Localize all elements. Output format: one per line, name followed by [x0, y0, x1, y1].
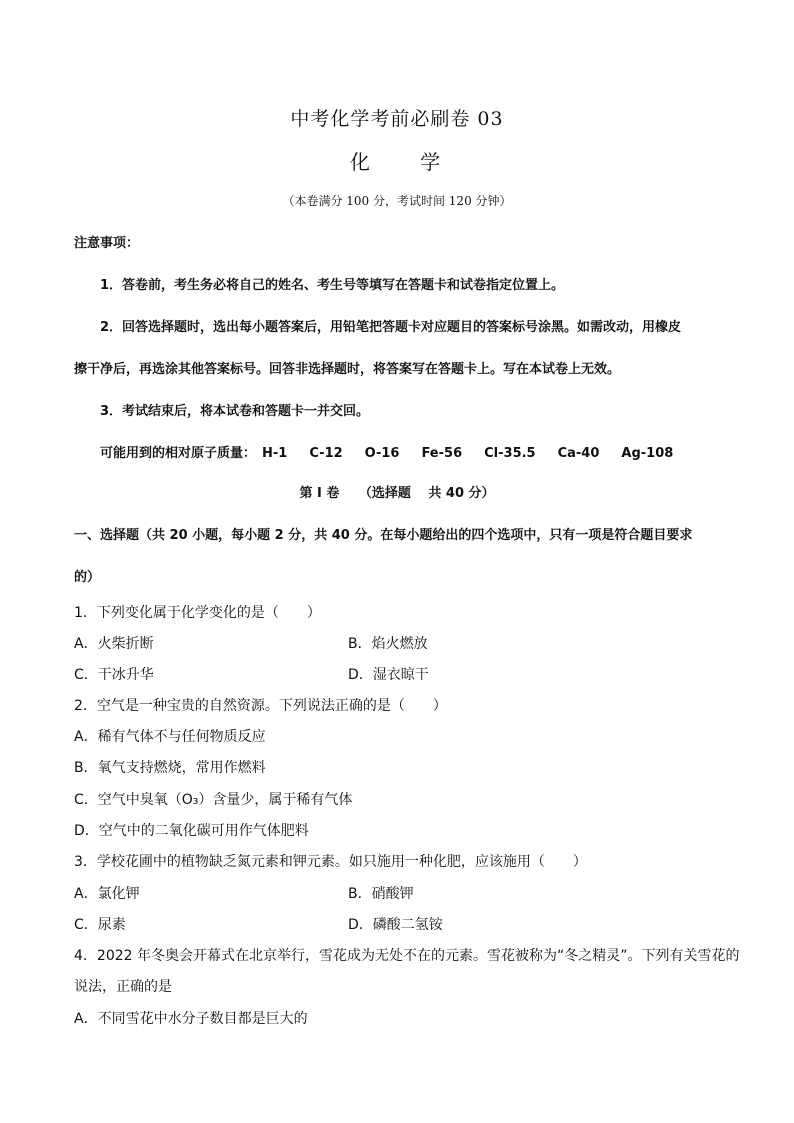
question-3-option-d: D．磷酸二氢铵 [348, 917, 443, 933]
note-item-2: 2．回答选择题时，选出每小题答案后，用铅笔把答题卡对应题目的答案标号涂黑。如需改动，用橡皮 [100, 320, 682, 335]
atomic-mass-h: H-1 [262, 446, 288, 461]
question-4-stem-cont: 说法，正确的是 [74, 979, 172, 995]
note-item-1: 1．答卷前，考生务必将自己的姓名、考生号等填写在答题卡和试卷指定位置上。 [100, 278, 565, 293]
question-3-option-c: C．尿素 [74, 917, 126, 933]
question-4-option-a: A．不同雪花中水分子数目都是巨大的 [74, 1011, 308, 1027]
question-3-option-a: A．氯化钾 [74, 886, 140, 902]
question-2-option-d: D．空气中的二氧化碳可用作气体肥料 [74, 823, 309, 839]
atomic-mass-cl: Cl-35.5 [484, 446, 536, 461]
exam-title: 中考化学考前必刷卷 03 [290, 108, 504, 130]
question-2-stem: 2．空气是一种宝贵的自然资源。下列说法正确的是（ ） [74, 698, 447, 714]
question-3-option-b: B．硝酸钾 [348, 886, 414, 902]
subject-title: 化 学 [349, 150, 463, 174]
question-1-option-c: C．干冰升华 [74, 667, 154, 683]
question-1-option-d: D．湿衣晾干 [348, 667, 429, 683]
question-3-stem: 3．学校花圃中的植物缺乏氮元素和钾元素。如只施用一种化肥，应该施用（ ） [74, 854, 587, 870]
question-1-option-b: B．焰火燃放 [348, 636, 428, 652]
part-heading-cont: 的） [74, 570, 101, 585]
note-item-3: 3．考试结束后，将本试卷和答题卡一并交回。 [100, 404, 370, 419]
part-heading: 一、选择题（共 20 小题，每小题 2 分，共 40 分。在每小题给出的四个选项中，只有一项是符合题目要求 [74, 528, 693, 543]
notes-heading: 注意事项： [74, 236, 140, 251]
atomic-mass-fe: Fe-56 [421, 446, 463, 461]
atomic-mass-ag: Ag-108 [621, 446, 674, 461]
question-2-option-a: A．稀有气体不与任何物质反应 [74, 729, 266, 745]
note-item-2-cont: 擦干净后，再选涂其他答案标号。回答非选择题时，将答案写在答题卡上。写在本试卷上无效。 [74, 362, 621, 377]
atomic-mass-label: 可能用到的相对原子质量： [100, 446, 257, 461]
question-2-option-b: B．氧气支持燃烧，常用作燃料 [74, 760, 266, 776]
atomic-mass-line [100, 442, 695, 461]
question-1-option-a: A．火柴折断 [74, 636, 154, 652]
section-title: 第 I 卷 （选择题 共 40 分） [299, 486, 495, 501]
question-1-stem: 1．下列变化属于化学变化的是（ ） [74, 605, 321, 621]
question-4-stem: 4．2022 年冬奥会开幕式在北京举行，雪花成为无处不在的元素。雪花被称为“冬之精灵”。下列有关雪花的 [74, 948, 740, 964]
atomic-mass-o: O-16 [364, 446, 400, 461]
atomic-mass-ca: Ca-40 [557, 446, 600, 461]
question-2-option-c: C．空气中臭氧（O₃）含量少，属于稀有气体 [74, 792, 353, 808]
atomic-mass-c: C-12 [309, 446, 343, 461]
score-time-note: （本卷满分 100 分，考试时间 120 分钟） [282, 194, 512, 208]
